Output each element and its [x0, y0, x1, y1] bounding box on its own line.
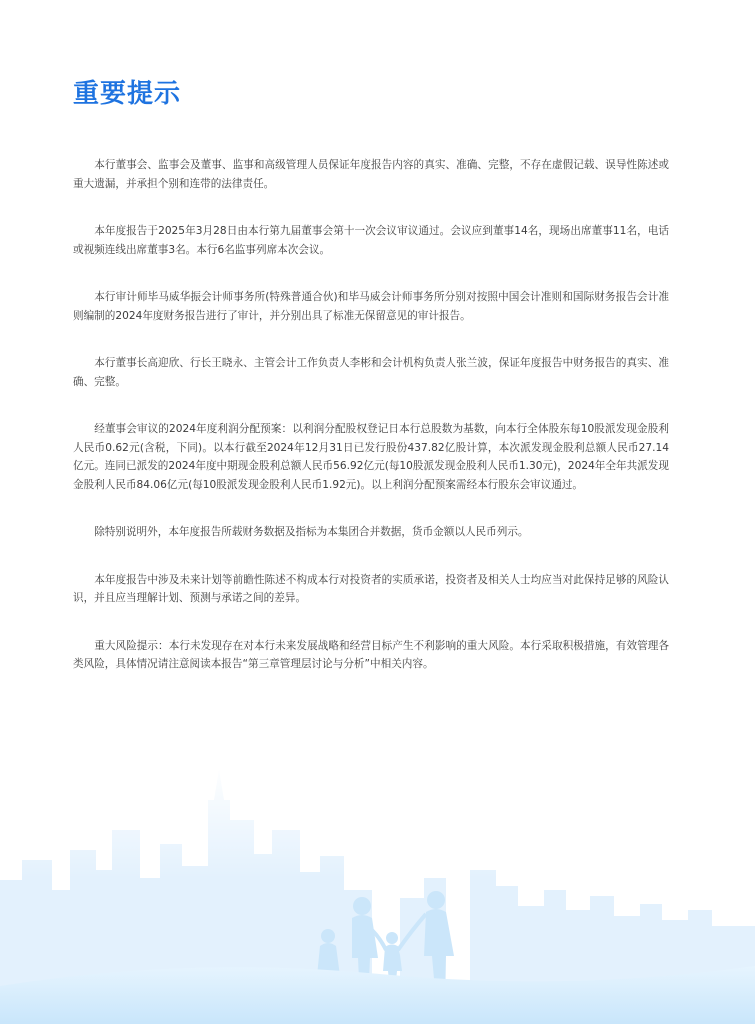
- paragraph-auditor: 本行审计师毕马威华振会计师事务所(特殊普通合伙)和毕马威会计师事务所分别对按照中国会计准则和国际财务报告会计准则编制的2024年度财务报告进行了审计，并分别出具了标准无保留意见的审计报告。: [73, 291, 669, 322]
- paragraph-risk-warning: 重大风险提示：本行未发现存在对本行未来发展战略和经营目标产生不利影响的重大风险。本行采取积极措施，有效管理各类风险，具体情况请注意阅读本报告“第三章管理层讨论与分析”中相关内容。: [73, 639, 669, 670]
- paragraph-forward-looking: 本年度报告中涉及未来计划等前瞻性陈述不构成本行对投资者的实质承诺，投资者及相关人士均应当对此保持足够的风险认识，并且应当理解计划、预测与承诺之间的差异。: [73, 573, 669, 604]
- city-skyline-family-illustration: [0, 760, 755, 1024]
- paragraph-board-approval: 本年度报告于2025年3月28日由本行第九届董事会第十一次会议审议通过。会议应到董事14名，现场出席董事11名，电话或视频连线出席董事3名。本行6名监事列席本次会议。: [73, 225, 669, 256]
- paragraph-board-guarantee: 本行董事会、监事会及董事、监事和高级管理人员保证年度报告内容的真实、准确、完整，不存在虚假记载、误导性陈述或重大遗漏，并承担个别和连带的法律责任。: [73, 159, 669, 190]
- body-text: [73, 156, 669, 703]
- paragraph-chairman-guarantee: 本行董事长高迎欣、行长王晓永、主管会计工作负责人李彬和会计机构负责人张兰波，保证年度报告中财务报告的真实、准确、完整。: [73, 357, 669, 388]
- paragraph-currency-note: 除特别说明外，本年度报告所载财务数据及指标为本集团合并数据，货币金额以人民币列示。: [94, 526, 529, 538]
- paragraph-profit-distribution: 经董事会审议的2024年度利润分配预案：以利润分配股权登记日本行总股数为基数，向本行全体股东每10股派发现金股利人民币0.62元(含税，下同)。以本行截至2024年12月31日已发行股份437.82亿股计算，本次派发现金股利总额人民币27.14亿元。连同已派发的2024年度中期现金股利总额人民币56.92亿元(每10股派发现金股利人民币1.30元)，2024年全年共派发现金股利人民币84.06亿元(每10股派发现金股利人民币1.92元)。以上利润分配预案需经本行股东会审议通过。: [73, 423, 669, 491]
- page-title: 重要提示: [73, 79, 182, 109]
